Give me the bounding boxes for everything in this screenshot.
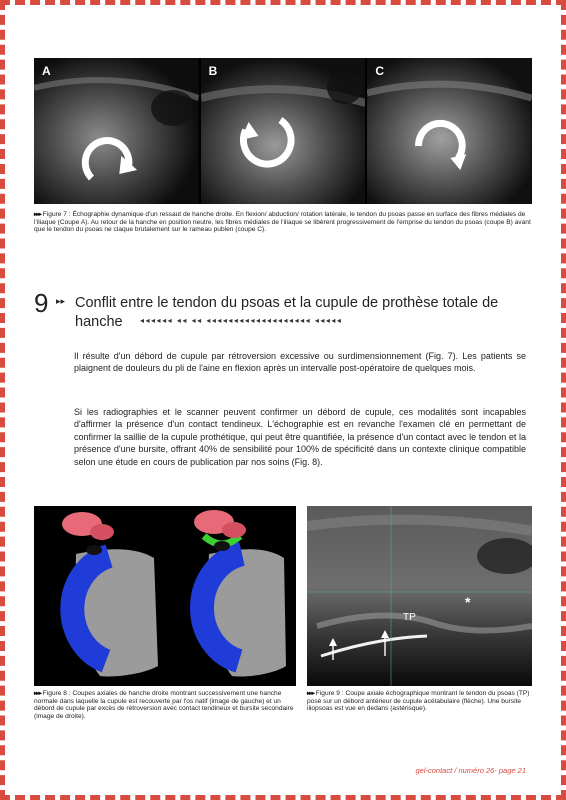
section-arrows: ▸▸ — [56, 296, 66, 306]
figure9-caption — [307, 690, 532, 713]
paragraph-1: Il résulte d'un débord de cupule par rétroversion excessive ou surdimensionnement (Fig. 7). Les patients se plaignent de douleurs du pli de l'aine en flexion après un intervalle post-opératoire de quelques mois. — [74, 351, 526, 374]
caption-marker: ▸▸▸ — [34, 690, 41, 697]
figure9-image — [307, 506, 532, 686]
caption-marker: ▸▸▸ — [34, 211, 41, 218]
section-number: 9 — [34, 288, 49, 318]
figure7-image — [34, 58, 532, 204]
section-title: Conflit entre le tendon du psoas et la cupule de prothèse totale de hanche — [75, 295, 499, 330]
paragraph-2: Si les radiographies et le scanner peuvent confirmer un débord de cupule, ces modalités sont incapables d'affirmer la présence d'un contact tendineux. L'échographie est en revanche l'examen clé en permettant de confirmer la saillie de la cupule prothétique, qui peut être quantifiée, la présence d'un contact avec le tendon et la présence d'une bursite, offrant 40% de sensibilité pour 100% de spécificité dans un contexte clinique compatible selon une étude en cours de publication par nos soins (Fig. 8). — [74, 407, 526, 467]
ultrasound-panel-a — [34, 58, 199, 204]
figure9-label-star: * — [465, 594, 471, 610]
caption-marker: ▸▸▸ — [307, 690, 314, 697]
ultrasound-panel-c — [367, 58, 532, 204]
figure7-caption — [34, 211, 532, 234]
figure9-caption-text: Figure 9 : Coupe axiale échographique montrant le tendon du psoas (TP) posé sur un débord antérieur de cupule acétabulaire (flèche). Une bursite iliopsoas est vue en dedans (astérisque). — [307, 690, 530, 713]
panel-label-a: A — [42, 64, 51, 78]
figure7-caption-text: Figure 7 : Échographie dynamique d'un ressaut de hanche droite. En flexion/ abduction/ rotation latérale, le tendon du psoas passe en surface des fibres médiales de l'iliaque (Coupe A). Au retour de la hanche en position neutre, les fibres médiales de l'iliaque se libèrent progressivement de l'emprise du tendon du psoas (coupe B) avant que le tendon du psoas ne claque brutalement sur le rameau pubien (coupe C). — [34, 211, 531, 234]
panel-label-c: C — [375, 64, 385, 78]
figure8-left-illustration — [62, 512, 158, 677]
panel-label-b: B — [208, 64, 218, 78]
figure9-label-tp: TP — [403, 612, 416, 623]
ultrasound-panel-b — [201, 58, 366, 204]
figure8-right-illustration — [194, 510, 286, 677]
figure8-image — [34, 506, 296, 686]
section-title-decoration: ◂◂◂◂◂◂ ◂◂ ◂◂ ◂◂◂◂◂◂◂◂◂◂◂◂◂◂◂◂◂◂◂ ◂◂◂◂◂ — [140, 316, 343, 325]
figure8-caption — [34, 690, 296, 720]
figure8-caption-text: Figure 8 : Coupes axiales de hanche droite montrant successivement une hanche normale dans laquelle la cupule est recouverte par l'os natif (image de gauche) et un débord de cupule par excès de rétroversion avec contact tendineux et bursite secondaire (image de droite). — [34, 690, 294, 720]
page-footer: gel-contact / numéro 26- page 21 — [415, 766, 526, 775]
